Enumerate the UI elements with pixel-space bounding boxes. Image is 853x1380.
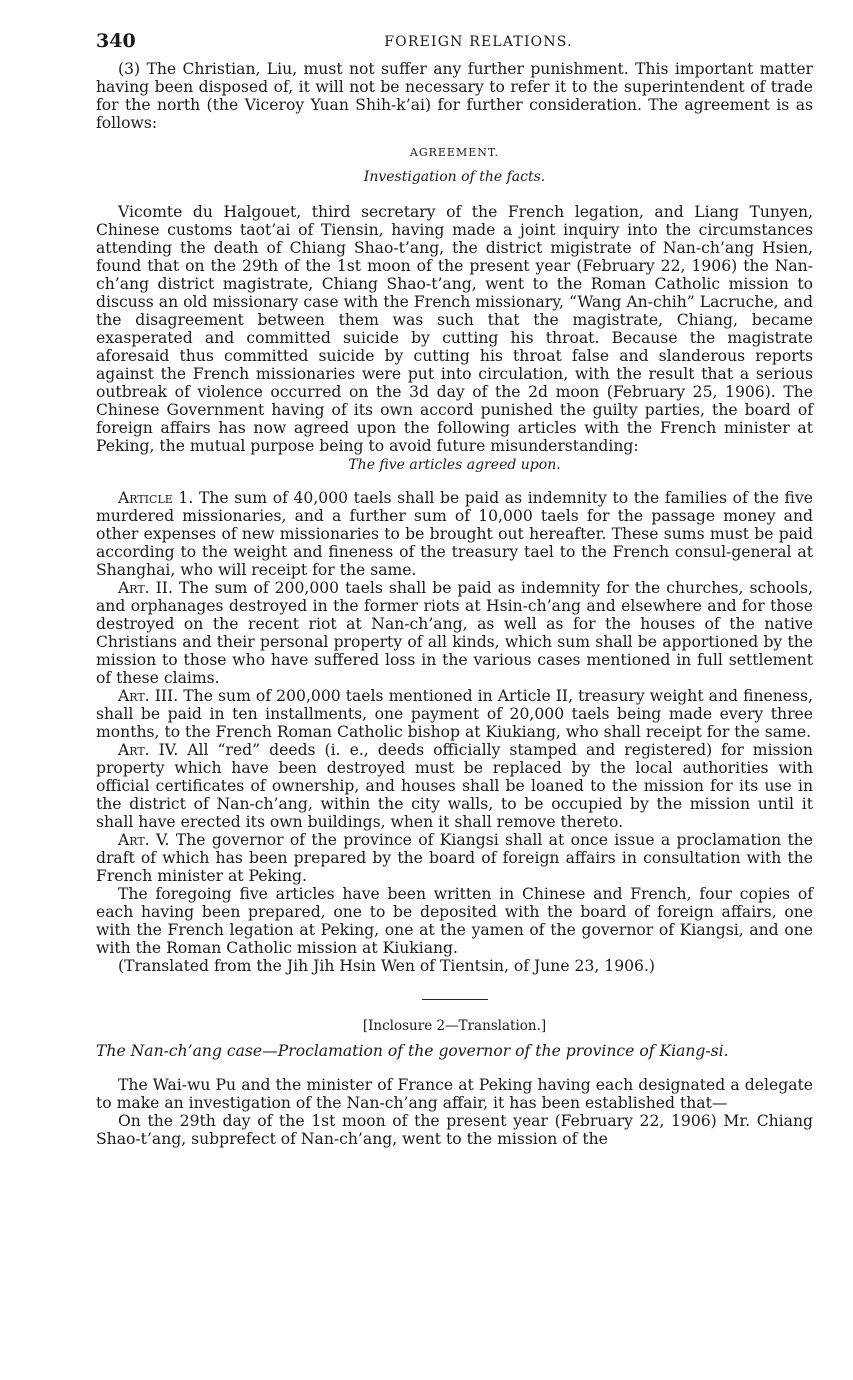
inclosure-label: [Inclosure 2—Translation.]: [362, 1018, 547, 1034]
section-divider: [422, 999, 488, 1000]
translation-note: (Translated from the Jih Jih Hsin Wen of Tientsin, of June 23, 1906.): [118, 957, 656, 975]
article-label: Art. III.: [118, 687, 179, 705]
article-text: The sum of 40,000 taels shall be paid as indemnity to the families of the five murdered missionaries, and a further sum of 10,000 taels for the passage money and other expenses of new missionaries to be brought out hereafter. These sums must be paid according to the weight and fineness of the treasury tael to the French consul-general at Shanghai, who will receipt for the same.: [96, 489, 813, 579]
agreement-heading: AGREEMENT.: [409, 146, 500, 159]
article-label: Art. V.: [118, 831, 170, 849]
proclamation-paragraph-1: The Wai-wu Pu and the minister of France at Peking having each designated a delegate to make an investigation of the Nan-ch’ang affair, it has been established that—: [96, 1076, 813, 1112]
articles-heading: The five articles agreed upon.: [348, 457, 561, 473]
article-3: [96, 687, 813, 741]
proclamation-title: The Nan-ch’ang case—Proclamation of the governor of the province of Kiang-si.: [96, 1042, 729, 1060]
article-text: The sum of 200,000 taels mentioned in Article II, treasury weight and fineness, shall be paid in ten installments, one payment of 20,000 taels being made every three months, to the French Roman Catholic bishop at Kiukiang, who shall receipt for the same.: [96, 687, 813, 741]
article-label: Art. IV.: [118, 741, 179, 759]
page-header: [96, 26, 813, 60]
article-text: The sum of 200,000 taels shall be paid as indemnity for the churches, schools, and orphanages destroyed in the former riots at Hsin-ch’ang and elsewhere and for those destroyed on the recent riot at Nan-ch’ang, as well as for the houses of the native Christians and their personal property of all kinds, which sum shall be apportioned by the mission to those who have suffered loss in the various cases mentioned in full settlement of these claims.: [96, 579, 814, 687]
article-1: [96, 489, 813, 579]
article-5: [96, 831, 813, 885]
article-text: All “red” deeds (i. e., deeds officially stamped and registered) for mission property which have been destroyed must be replaced by the local authorities with official certificates of ownership, and houses shall be loaned to the mission for its use in the district of Nan-ch’ang, within the city walls, to be occupied by the mission until it shall have erected its own buildings, when it shall remove thereto.: [96, 741, 813, 831]
article-2: [96, 579, 813, 687]
article-text: The governor of the province of Kiangsi shall at once issue a proclamation the draft of which has been prepared by the board of foreign affairs in consultation with the French minister at Peking.: [96, 831, 814, 885]
intro-paragraph: (3) The Christian, Liu, must not suffer any further punishment. This important matter having been disposed of, it will not be necessary to refer it to the superintendent of trade for the north (the Viceroy Yuan Shih-k’ai) for further consideration. The agreement is as follows:: [96, 60, 813, 132]
proclamation-paragraph-2: On the 29th day of the 1st moon of the present year (February 22, 1906) Mr. Chiang Shao-t’ang, subprefect of Nan-ch’ang, went to the mission of the: [96, 1112, 813, 1148]
closing-paragraph: The foregoing five articles have been written in Chinese and French, four copies of each having been prepared, one to be deposited with the board of foreign affairs, one with the French legation at Peking, one at the yamen of the governor of Kiangsi, and one with the Roman Catholic mission at Kiukiang.: [96, 885, 813, 957]
agreement-body: Vicomte du Halgouet, third secretary of the French legation, and Liang Tunyen, Chinese customs taot’ai of Tiensin, having made a joint inquiry into the circumstances attending the death of Chiang Shao-t’ang, the district migistrate of Nan-ch’ang Hsien, found that on the 29th of the 1st moon of the present year (February 22, 1906) the Nan-ch’ang district magistrate, Chiang Shao-t’ang, went to the Roman Catholic mission to discuss an old missionary case with the French missionary, “Wang An-chih” Lacruche, and the disagreement between them was such that the magistrate, Chiang, became exasperated and committed suicide by cutting his throat. Because the magistrate aforesaid thus committed suicide by cutting his throat false and slanderous reports against the French missionaries were put into circulation, with the result that a serious outbreak of violence occurred on the 3d day of the 2d moon (February 25, 1906). The Chinese Government having of its own accord punished the guilty parties, the board of foreign affairs has now agreed upon the following articles with the French minister at Peking, the mutual purpose being to avoid future misunderstanding:: [96, 203, 813, 455]
article-label: Art. II.: [118, 579, 173, 597]
running-title: FOREIGN RELATIONS.: [384, 34, 573, 50]
agreement-subheading: Investigation of the facts.: [363, 169, 546, 185]
page-number: 340: [96, 30, 136, 52]
article-4: [96, 741, 813, 831]
article-label: Article 1.: [118, 489, 194, 507]
